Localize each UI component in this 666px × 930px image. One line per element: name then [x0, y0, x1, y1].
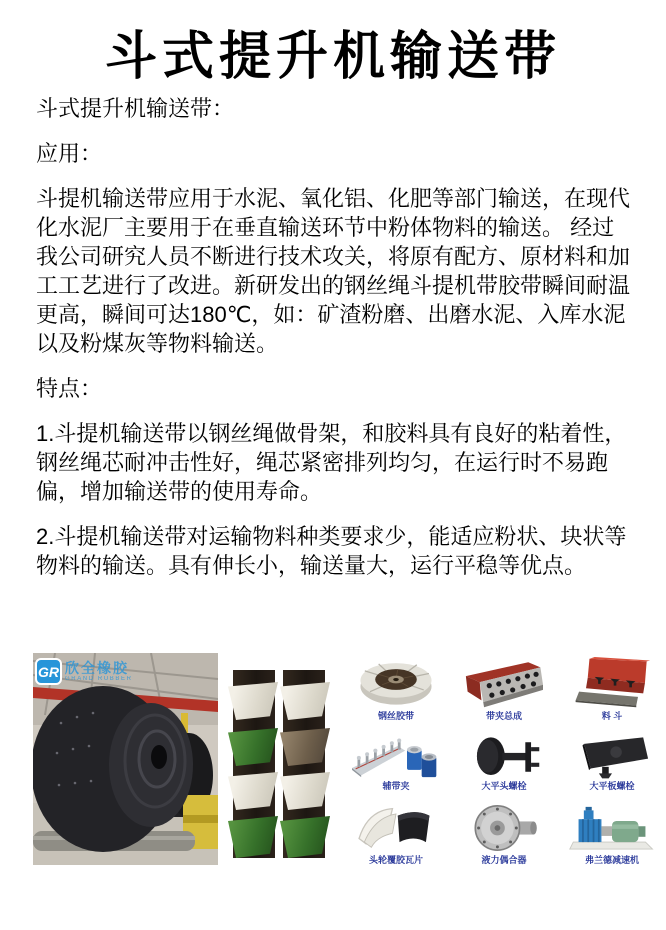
product-label: 辅带夹: [382, 781, 410, 791]
product-label: 弗兰德减速机: [584, 855, 639, 865]
product-card: [450, 724, 558, 794]
accessories-grid: [342, 650, 666, 872]
brand-logo: [35, 658, 133, 685]
factory-belt-roll-photo: [33, 653, 218, 865]
product-label: 头轮覆胶瓦片: [368, 855, 423, 865]
gr-logo-icon: GR: [35, 658, 62, 685]
product-card: [558, 794, 666, 868]
brand-name-cn: 欣全橡胶: [65, 660, 129, 676]
flat-plate-bolt-icon: [571, 735, 653, 779]
product-card: [342, 794, 450, 868]
product-card: [450, 650, 558, 724]
page-title: 斗式提升机输送带: [104, 28, 561, 86]
product-gallery: [0, 650, 666, 890]
bucket-display-photo: [227, 670, 331, 862]
product-label: 钢丝胶带: [377, 711, 414, 721]
product-card: [342, 724, 450, 794]
product-label: 料 斗: [601, 711, 623, 721]
fluid-coupling-icon: [463, 803, 545, 853]
intro-line: 斗式提升机输送带：: [36, 96, 235, 121]
product-label: 液力偶合器: [481, 855, 527, 865]
product-label: 大平头螺栓: [481, 781, 527, 791]
gear-reducer-icon: [568, 803, 656, 853]
flat-head-bolt-icon: [463, 735, 545, 779]
article-body: [36, 94, 636, 596]
hopper-icon: [568, 657, 656, 709]
steel-wire-belt-icon: [352, 657, 440, 709]
product-card: [342, 650, 450, 724]
application-paragraph: 斗提机输送带应用于水泥、氧化铝、化肥等部门输送，在现代化水泥厂主要用于在垂直输送环节中粉体物料的输送。 经过我公司研究人员不断进行技术攻关，将原有配方、原材料和加工工艺进行了改进。新研发出的钢丝绳斗提机带胶带瞬间耐温更高，瞬间可达180℃，如：矿渣粉磨、出磨水泥、入库水泥以及粉煤灰等物料输送。: [36, 186, 631, 356]
features-heading: 特点：: [36, 376, 103, 401]
product-label: 带夹总成: [485, 711, 522, 721]
belt-clip-icon: [350, 735, 442, 779]
application-heading: 应用：: [36, 141, 103, 166]
product-card: [558, 724, 666, 794]
belt-clamp-assembly-icon: [460, 657, 548, 709]
product-card: [558, 650, 666, 724]
feature-2-paragraph: 2.斗提机输送带对运输物料种类要求少，能适应粉状、块状等物料的输送。具有伸长小，输送量大，运行平稳等优点。: [36, 524, 627, 578]
product-card: [450, 794, 558, 868]
product-label: 大平板螺栓: [589, 781, 635, 791]
rubber-lagging-tile-icon: [352, 803, 440, 853]
feature-1-paragraph: 1.斗提机输送带以钢丝绳做骨架，和胶料具有良好的粘着性，钢丝绳芯耐冲击性好，绳芯紧密排列均匀，在运行时不易跑偏，增加输送带的使用寿命。: [36, 421, 627, 504]
brand-name-en: GRAND RUBBER: [65, 676, 133, 682]
